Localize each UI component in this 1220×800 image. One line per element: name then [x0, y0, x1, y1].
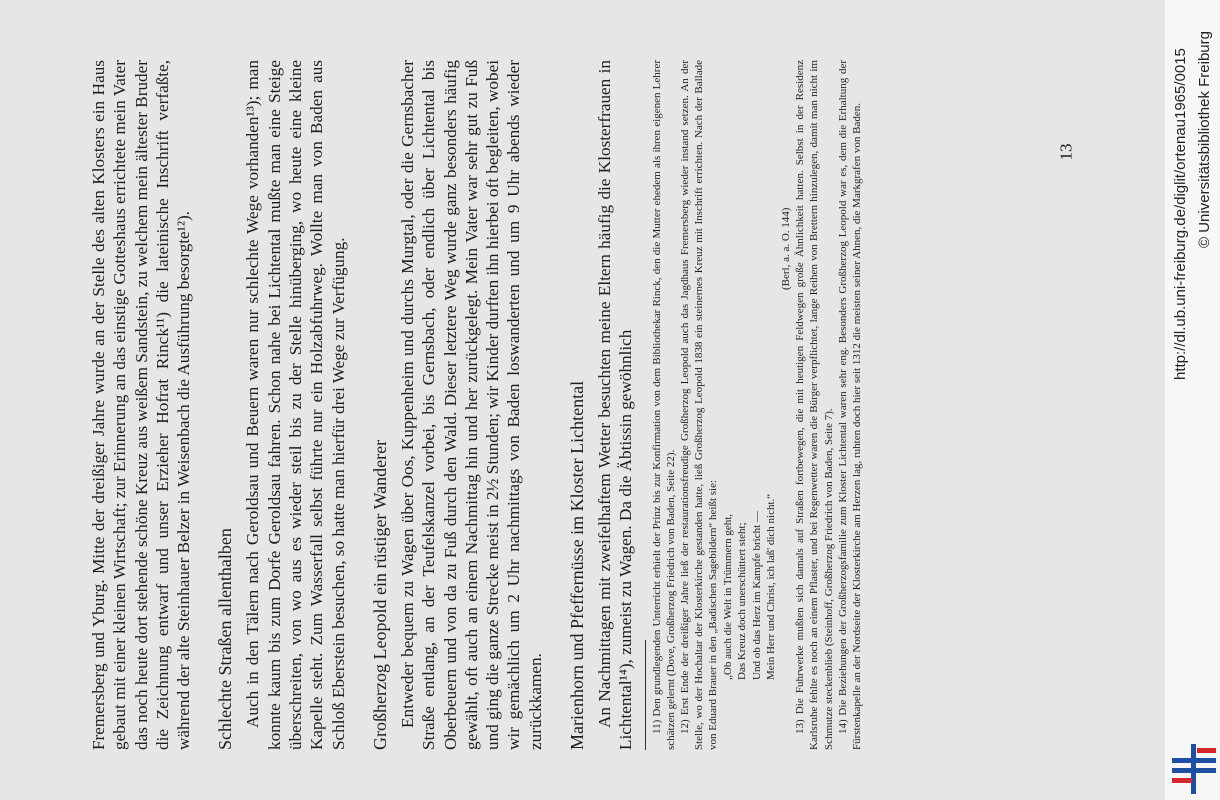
paragraph-4: An Nachmittagen mit zweifelhaftem Wetter besuchten meine Eltern häufig die Klosterfrauen in Lichtental¹⁴), zumeist zu Wagen. Da die Äbtissin gewöhnlich — [595, 60, 636, 750]
footnote-poem — [721, 60, 779, 680]
poem-line: „Ob auch die Welt in Trümmern geht, — [721, 513, 734, 680]
page-text-block — [88, 60, 1088, 750]
heading-schlechte-strassen: Schlechte Straßen allenthalben — [215, 528, 236, 750]
footnote-11: 11) Den grundlegenden Unterricht erhielt der Prinz bis zur Konfirmation von dem Bibliothekar Rinck, den die Mutter ehedem als ihren eigenen Lehrer schätzen gelernt (Dove, Großherzog Friedrich von Baden, Seite 22). — [650, 60, 677, 750]
footnote-13: 13) Die Fuhrwerke mußten sich damals auf Straßen fortbewegen, die mit heutigen Feldwegen große Ähnlichkeit hatten. Selbst in der Residenz Karlsruhe fehlte es noch an einem Pflaster, und bei Regenwetter waren die Bürger verpflichtet, lange Reihen von Brettern hinzulegen, damit man nicht im Schmutze steckenblieb (Steinhoff, Großherzog Friedrich von Baden, Seite 7). — [794, 60, 835, 750]
footnote-14: 14) Die Beziehungen der Großherzogsfamilie zum Kloster Lichtental waren sehr eng. Besonders Großherzog Leopold war es, dem die Erhaltung der Fürstenkapelle an der Nordseite der Klosterkirche am Herzen lag, ruhten doch hier seit 1312 die meisten seiner Ahnen, die Markgrafen von Baden. — [836, 60, 863, 750]
footnote-divider — [645, 640, 646, 750]
poem-line: Und ob das Herz im Kampfe bricht — — [750, 511, 763, 680]
copyright-notice: © Universitätsbibliothek Freiburg — [1196, 31, 1213, 248]
heading-grossherzog-leopold: Großherzog Leopold ein rüstiger Wanderer — [369, 439, 390, 750]
poem-line: Mein Herr und Christ, ich laß' dich nicht.“ — [765, 493, 778, 680]
paragraph-3: Entweder bequem zu Wagen über Oos, Kuppenheim und durchs Murgtal, oder die Gernsbacher Straße entlang, an der Teufelskanzel vorbei, bis Gernsbach, oder endlich über Lichtental bis Oberbeuern und von da zu Fuß durch den Wald. Dieser letztere Weg wurde ganz besonders häufig gewählt, oft auch an einem Nachmittag hin und her zurückgelegt. Mein Vater war sehr gut zu Fuß und ging die ganze Strecke meist in 2½ Stunden; wir Kinder durften ihn hierbei oft begleiten, wobei wir gemächlich um 2 Uhr nachmittags von Baden loswanderten und um 9 Uhr abends wieder zurückkamen. — [397, 60, 545, 750]
library-sidebar — [1165, 0, 1220, 800]
heading-marienhorn: Marienhorn und Pfeffernüsse im Kloster Lichtental — [567, 380, 588, 750]
ub-freiburg-logo-icon — [1172, 744, 1216, 794]
footnote-12: 12) Erst Ende der dreißiger Jahre ließ der restaurationsfreudige Großherzog Leopold auch das Jagdhaus Fremersberg wieder instand setzen. An der Stelle, wo der Hochaltar der Klosterkirche gestanden hatte, ließ Großherzog Leopold 1838 ein steinernes Kreuz mit Inschrift errichten. Nach der Ballade von Eduard Brauer in den „Badischen Sagebildern“ heißt sie: — [679, 60, 720, 750]
poem-line: Das Kreuz doch unerschüttert steht; — [736, 522, 749, 680]
poem-citation: (Berl, a. a. O. 144) — [779, 207, 792, 290]
paragraph-2: Auch in den Tälern nach Geroldsau und Beuern waren nur schlechte Wege vorhanden¹³); man konnte kaum bis zum Dorfe Geroldsau fahren. Schon nahe bei Lichtental mußte man eine Steige überschreiten, von wo aus es wieder steil bis zu der Stelle hinüberging, wo heute eine kleine Kapelle steht. Zum Wasserfall selbst führte nur ein Holzabfuhrweg. Wollte man von Baden aus Schloß Eberstein besuchen, so hatte man hierfür drei Wege zur Verfügung. — [243, 60, 348, 750]
source-url-link[interactable]: http://dl.ub.uni-freiburg.de/diglit/ortenau1965/0015 — [1172, 48, 1189, 380]
page-number: 13 — [1056, 143, 1076, 161]
paragraph-1: Fremersberg und Yburg. Mitte der dreißiger Jahre wurde an der Stelle des alten Klosters ein Haus gebaut mit einer kleinen Wirtschaft; zur Erinnerung an das einstige Gotteshaus errichtete mein Vater das noch heute dort stehende schöne Kreuz aus weißem Sandstein, zu welchem mein ältester Bruder die Zeichnung entwarf und unser Erzieher Hofrat Rinck¹¹) die lateinische Inschrift verfaßte, während der alte Steinhauer Belzer in Weisenbach die Ausführung besorgte¹²). — [89, 60, 194, 750]
